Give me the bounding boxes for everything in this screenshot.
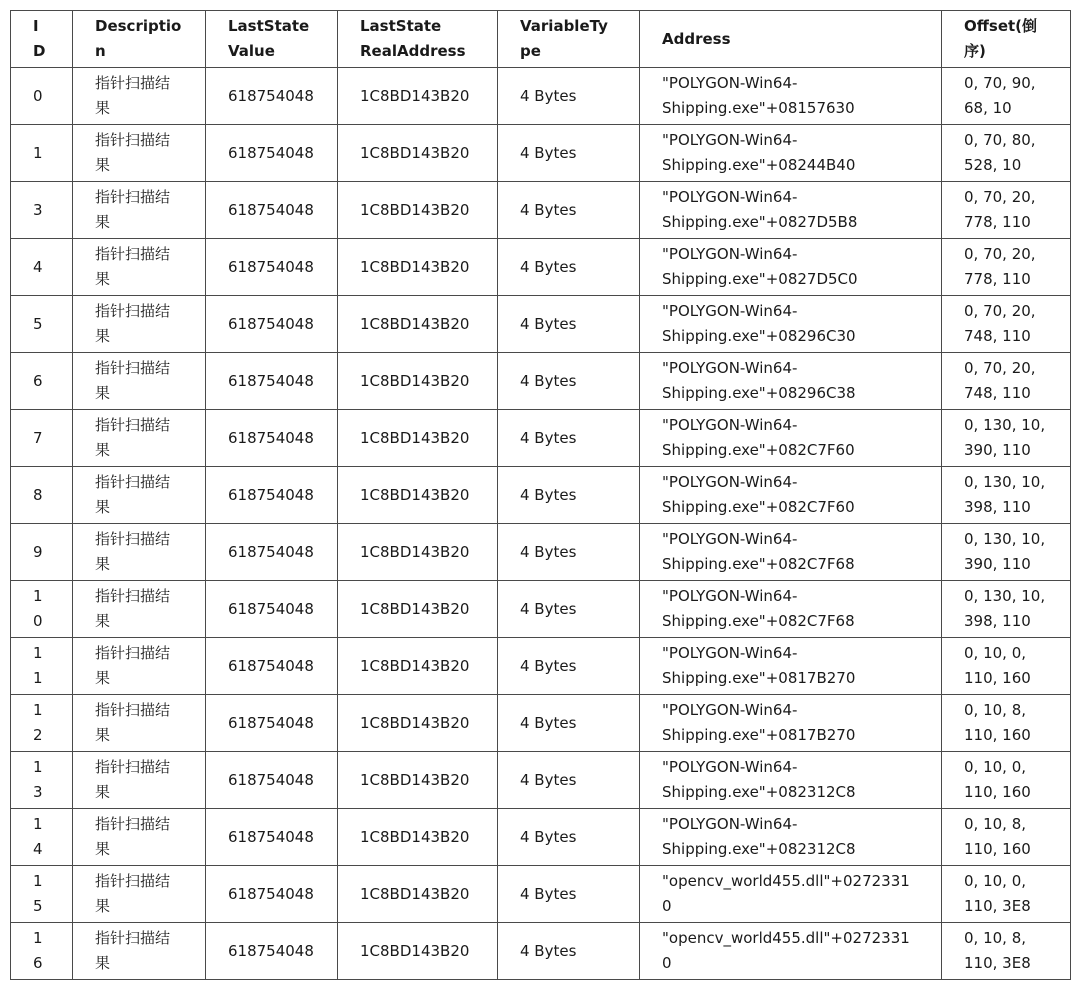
- table-row: [11, 638, 1071, 695]
- cell-laststate-value: 618754048: [206, 695, 338, 752]
- cell-id: 9: [11, 524, 73, 581]
- cell-laststate-realaddress: 1C8BD143B20: [338, 752, 498, 809]
- cell-id: 12: [11, 695, 73, 752]
- pointer-scan-results-table: [10, 10, 1071, 980]
- cell-laststate-value: 618754048: [206, 125, 338, 182]
- cell-variabletype: 4 Bytes: [498, 695, 640, 752]
- cell-laststate-realaddress: 1C8BD143B20: [338, 239, 498, 296]
- cell-laststate-value: 618754048: [206, 68, 338, 125]
- table-row: [11, 353, 1071, 410]
- cell-laststate-realaddress: 1C8BD143B20: [338, 866, 498, 923]
- cell-laststate-realaddress: 1C8BD143B20: [338, 125, 498, 182]
- cell-description: 指针扫描结果: [73, 353, 206, 410]
- cell-laststate-value: 618754048: [206, 809, 338, 866]
- cell-laststate-realaddress: 1C8BD143B20: [338, 353, 498, 410]
- cell-description: 指针扫描结果: [73, 410, 206, 467]
- cell-description: 指针扫描结果: [73, 296, 206, 353]
- cell-address: "opencv_world455.dll"+02723310: [640, 866, 942, 923]
- cell-description: 指针扫描结果: [73, 581, 206, 638]
- results-table-container: [10, 10, 1071, 980]
- header-laststate-realaddress: LastState RealAddress: [338, 11, 498, 68]
- cell-address: "POLYGON-Win64-Shipping.exe"+0817B270: [640, 695, 942, 752]
- cell-description: 指针扫描结果: [73, 923, 206, 980]
- cell-laststate-realaddress: 1C8BD143B20: [338, 923, 498, 980]
- cell-address: "POLYGON-Win64-Shipping.exe"+08157630: [640, 68, 942, 125]
- cell-laststate-value: 618754048: [206, 410, 338, 467]
- cell-id: 16: [11, 923, 73, 980]
- cell-id: 3: [11, 182, 73, 239]
- cell-id: 0: [11, 68, 73, 125]
- cell-offset: 0, 10, 8, 110, 3E8: [942, 923, 1071, 980]
- table-row: [11, 809, 1071, 866]
- table-row: [11, 923, 1071, 980]
- cell-address: "POLYGON-Win64-Shipping.exe"+082C7F60: [640, 467, 942, 524]
- cell-laststate-value: 618754048: [206, 239, 338, 296]
- header-offset: Offset(倒序): [942, 11, 1071, 68]
- header-laststate-value: LastState Value: [206, 11, 338, 68]
- cell-id: 13: [11, 752, 73, 809]
- cell-offset: 0, 130, 10, 398, 110: [942, 467, 1071, 524]
- table-row: [11, 695, 1071, 752]
- cell-offset: 0, 10, 0, 110, 160: [942, 638, 1071, 695]
- cell-laststate-value: 618754048: [206, 353, 338, 410]
- cell-address: "POLYGON-Win64-Shipping.exe"+082C7F60: [640, 410, 942, 467]
- cell-laststate-value: 618754048: [206, 182, 338, 239]
- table-row: [11, 581, 1071, 638]
- cell-laststate-value: 618754048: [206, 866, 338, 923]
- cell-address: "POLYGON-Win64-Shipping.exe"+0827D5B8: [640, 182, 942, 239]
- cell-address: "POLYGON-Win64-Shipping.exe"+08296C38: [640, 353, 942, 410]
- cell-laststate-value: 618754048: [206, 524, 338, 581]
- cell-offset: 0, 10, 8, 110, 160: [942, 809, 1071, 866]
- cell-offset: 0, 10, 8, 110, 160: [942, 695, 1071, 752]
- cell-address: "POLYGON-Win64-Shipping.exe"+082312C8: [640, 809, 942, 866]
- cell-address: "POLYGON-Win64-Shipping.exe"+08244B40: [640, 125, 942, 182]
- table-body: [11, 68, 1071, 980]
- cell-description: 指针扫描结果: [73, 182, 206, 239]
- header-description: Description: [73, 11, 206, 68]
- cell-laststate-value: 618754048: [206, 467, 338, 524]
- cell-description: 指针扫描结果: [73, 125, 206, 182]
- cell-variabletype: 4 Bytes: [498, 68, 640, 125]
- cell-id: 15: [11, 866, 73, 923]
- cell-description: 指针扫描结果: [73, 695, 206, 752]
- cell-variabletype: 4 Bytes: [498, 296, 640, 353]
- cell-laststate-realaddress: 1C8BD143B20: [338, 581, 498, 638]
- table-row: [11, 410, 1071, 467]
- cell-laststate-realaddress: 1C8BD143B20: [338, 638, 498, 695]
- cell-laststate-value: 618754048: [206, 923, 338, 980]
- cell-laststate-realaddress: 1C8BD143B20: [338, 524, 498, 581]
- cell-description: 指针扫描结果: [73, 752, 206, 809]
- table-row: [11, 239, 1071, 296]
- cell-id: 1: [11, 125, 73, 182]
- cell-id: 10: [11, 581, 73, 638]
- cell-laststate-realaddress: 1C8BD143B20: [338, 467, 498, 524]
- table-row: [11, 125, 1071, 182]
- cell-id: 11: [11, 638, 73, 695]
- cell-offset: 0, 70, 20, 778, 110: [942, 182, 1071, 239]
- cell-description: 指针扫描结果: [73, 524, 206, 581]
- cell-offset: 0, 130, 10, 390, 110: [942, 524, 1071, 581]
- cell-variabletype: 4 Bytes: [498, 125, 640, 182]
- cell-description: 指针扫描结果: [73, 239, 206, 296]
- cell-description: 指针扫描结果: [73, 68, 206, 125]
- cell-offset: 0, 10, 0, 110, 3E8: [942, 866, 1071, 923]
- header-address: Address: [640, 11, 942, 68]
- cell-description: 指针扫描结果: [73, 809, 206, 866]
- table-row: [11, 866, 1071, 923]
- cell-id: 8: [11, 467, 73, 524]
- cell-id: 5: [11, 296, 73, 353]
- cell-laststate-realaddress: 1C8BD143B20: [338, 68, 498, 125]
- cell-offset: 0, 130, 10, 398, 110: [942, 581, 1071, 638]
- cell-address: "POLYGON-Win64-Shipping.exe"+08296C30: [640, 296, 942, 353]
- cell-laststate-realaddress: 1C8BD143B20: [338, 296, 498, 353]
- cell-id: 6: [11, 353, 73, 410]
- cell-address: "POLYGON-Win64-Shipping.exe"+0827D5C0: [640, 239, 942, 296]
- cell-offset: 0, 70, 20, 778, 110: [942, 239, 1071, 296]
- cell-variabletype: 4 Bytes: [498, 524, 640, 581]
- cell-variabletype: 4 Bytes: [498, 866, 640, 923]
- table-row: [11, 524, 1071, 581]
- cell-laststate-value: 618754048: [206, 752, 338, 809]
- cell-variabletype: 4 Bytes: [498, 638, 640, 695]
- cell-laststate-realaddress: 1C8BD143B20: [338, 410, 498, 467]
- cell-id: 7: [11, 410, 73, 467]
- cell-variabletype: 4 Bytes: [498, 239, 640, 296]
- cell-laststate-value: 618754048: [206, 296, 338, 353]
- cell-offset: 0, 130, 10, 390, 110: [942, 410, 1071, 467]
- cell-variabletype: 4 Bytes: [498, 923, 640, 980]
- table-row: [11, 68, 1071, 125]
- table-header-row: [11, 11, 1071, 68]
- cell-description: 指针扫描结果: [73, 866, 206, 923]
- cell-address: "opencv_world455.dll"+02723310: [640, 923, 942, 980]
- cell-laststate-realaddress: 1C8BD143B20: [338, 182, 498, 239]
- cell-variabletype: 4 Bytes: [498, 752, 640, 809]
- cell-laststate-value: 618754048: [206, 638, 338, 695]
- table-row: [11, 182, 1071, 239]
- cell-id: 4: [11, 239, 73, 296]
- cell-laststate-value: 618754048: [206, 581, 338, 638]
- cell-laststate-realaddress: 1C8BD143B20: [338, 809, 498, 866]
- cell-offset: 0, 70, 90, 68, 10: [942, 68, 1071, 125]
- table-row: [11, 752, 1071, 809]
- cell-variabletype: 4 Bytes: [498, 353, 640, 410]
- cell-variabletype: 4 Bytes: [498, 182, 640, 239]
- table-row: [11, 296, 1071, 353]
- cell-variabletype: 4 Bytes: [498, 410, 640, 467]
- cell-address: "POLYGON-Win64-Shipping.exe"+0817B270: [640, 638, 942, 695]
- cell-description: 指针扫描结果: [73, 638, 206, 695]
- cell-offset: 0, 10, 0, 110, 160: [942, 752, 1071, 809]
- table-row: [11, 467, 1071, 524]
- header-id: ID: [11, 11, 73, 68]
- cell-offset: 0, 70, 20, 748, 110: [942, 296, 1071, 353]
- cell-address: "POLYGON-Win64-Shipping.exe"+082C7F68: [640, 524, 942, 581]
- cell-laststate-realaddress: 1C8BD143B20: [338, 695, 498, 752]
- cell-variabletype: 4 Bytes: [498, 581, 640, 638]
- cell-variabletype: 4 Bytes: [498, 467, 640, 524]
- cell-address: "POLYGON-Win64-Shipping.exe"+082C7F68: [640, 581, 942, 638]
- cell-description: 指针扫描结果: [73, 467, 206, 524]
- cell-variabletype: 4 Bytes: [498, 809, 640, 866]
- cell-id: 14: [11, 809, 73, 866]
- cell-address: "POLYGON-Win64-Shipping.exe"+082312C8: [640, 752, 942, 809]
- cell-offset: 0, 70, 20, 748, 110: [942, 353, 1071, 410]
- header-variabletype: VariableType: [498, 11, 640, 68]
- cell-offset: 0, 70, 80, 528, 10: [942, 125, 1071, 182]
